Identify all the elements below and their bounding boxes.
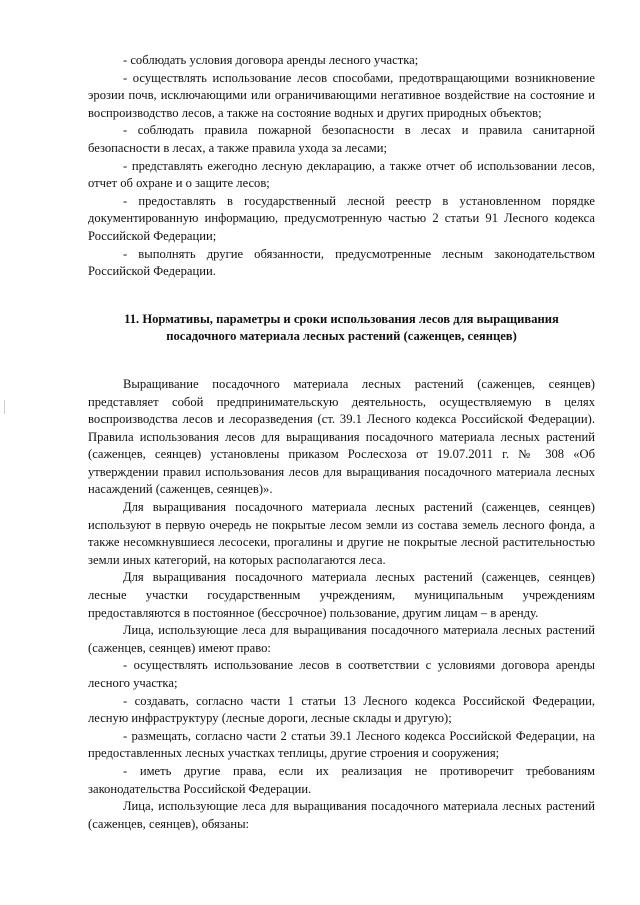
list-item: - размещать, согласно части 2 статьи 39.1 Лесного кодекса Российской Федерации, на предоставленных лесных участках теплицы, другие строения и сооружения;	[88, 728, 595, 761]
section-title-line-2: посадочного материала лесных растений (саженцев, сеянцев)	[166, 329, 517, 344]
body-paragraph: Для выращивания посадочного материала лесных растений (саженцев, сеянцев) используют в первую очередь не покрытые лесом земли из состава земель лесного фонда, а также несомкнувшиеся лесосеки, прогалины и другие не покрытые лесной растительностью земли иных категорий, на которых располагаются леса.	[88, 500, 595, 567]
section-title-line-1: 11. Нормативы, параметры и сроки использования лесов для выращивания	[124, 311, 559, 326]
body-paragraph: Лица, использующие леса для выращивания посадочного материала лесных растений (саженцев, сеянцев), обязаны:	[88, 799, 595, 831]
body-paragraph: Лица, использующие леса для выращивания посадочного материала лесных растений (саженцев, сеянцев) имеют право:	[88, 623, 595, 655]
list-item: - выполнять другие обязанности, предусмотренные лесным законодательством Российской Федерации.	[88, 246, 595, 279]
list-item: - создавать, согласно части 1 статьи 13 Лесного кодекса Российской Федерации, лесную инфраструктуру (лесные дороги, лесные склады и другую);	[88, 693, 595, 726]
list-item: - предоставлять в государственный лесной реестр в установленном порядке документированную информацию, предусмотренную частью 2 статьи 91 Лесного кодекса Российской Федерации;	[88, 193, 595, 243]
list-item: - представлять ежегодно лесную декларацию, а также отчет об использовании лесов, отчет об охране и о защите лесов;	[88, 158, 595, 191]
scan-mark	[4, 400, 5, 414]
body-paragraph: Выращивание посадочного материала лесных растений (саженцев, сеянцев) представляет собой предпринимательскую деятельность, осуществляемую в целях воспроизводства лесов и лесоразведения (ст. 39.1 Лесного кодекса Российской Федерации). Правила использования лесов для выращивания посадочного материала лесных растений (саженцев, сеянцев) установлены приказом Рослесхоза от 19.07.2011 г. № 308 «Об утверждении правил использования лесов для выращивания посадочного материала лесных насаждений (саженцев, сеянцев)».	[88, 376, 595, 497]
list-item: - осуществлять использование лесов способами, предотвращающими возникновение эрозии почв, исключающими или ограничивающими негативное воздействие на состояние и воспроизводство лесов, а также на состояние водных и других природных объектов;	[88, 70, 595, 120]
list-item: - осуществлять использование лесов в соответствии с условиями договора аренды лесного участка;	[88, 658, 595, 690]
document-page	[88, 52, 595, 833]
list-item: - иметь другие права, если их реализация не противоречит требованиям законодательства Российской Федерации.	[88, 763, 595, 796]
body-paragraph: Для выращивания посадочного материала лесных растений (саженцев, сеянцев) лесные участки государственным учреждениям, муниципальным учреждениям предоставляются в постоянное (бессрочное) пользование, другим лицам – в аренду.	[88, 570, 595, 620]
list-item: - соблюдать условия договора аренды лесного участка;	[123, 53, 419, 67]
list-item: - соблюдать правила пожарной безопасности в лесах и правила санитарной безопасности в лесах, а также правила ухода за лесами;	[88, 123, 595, 155]
section-heading	[88, 311, 595, 346]
